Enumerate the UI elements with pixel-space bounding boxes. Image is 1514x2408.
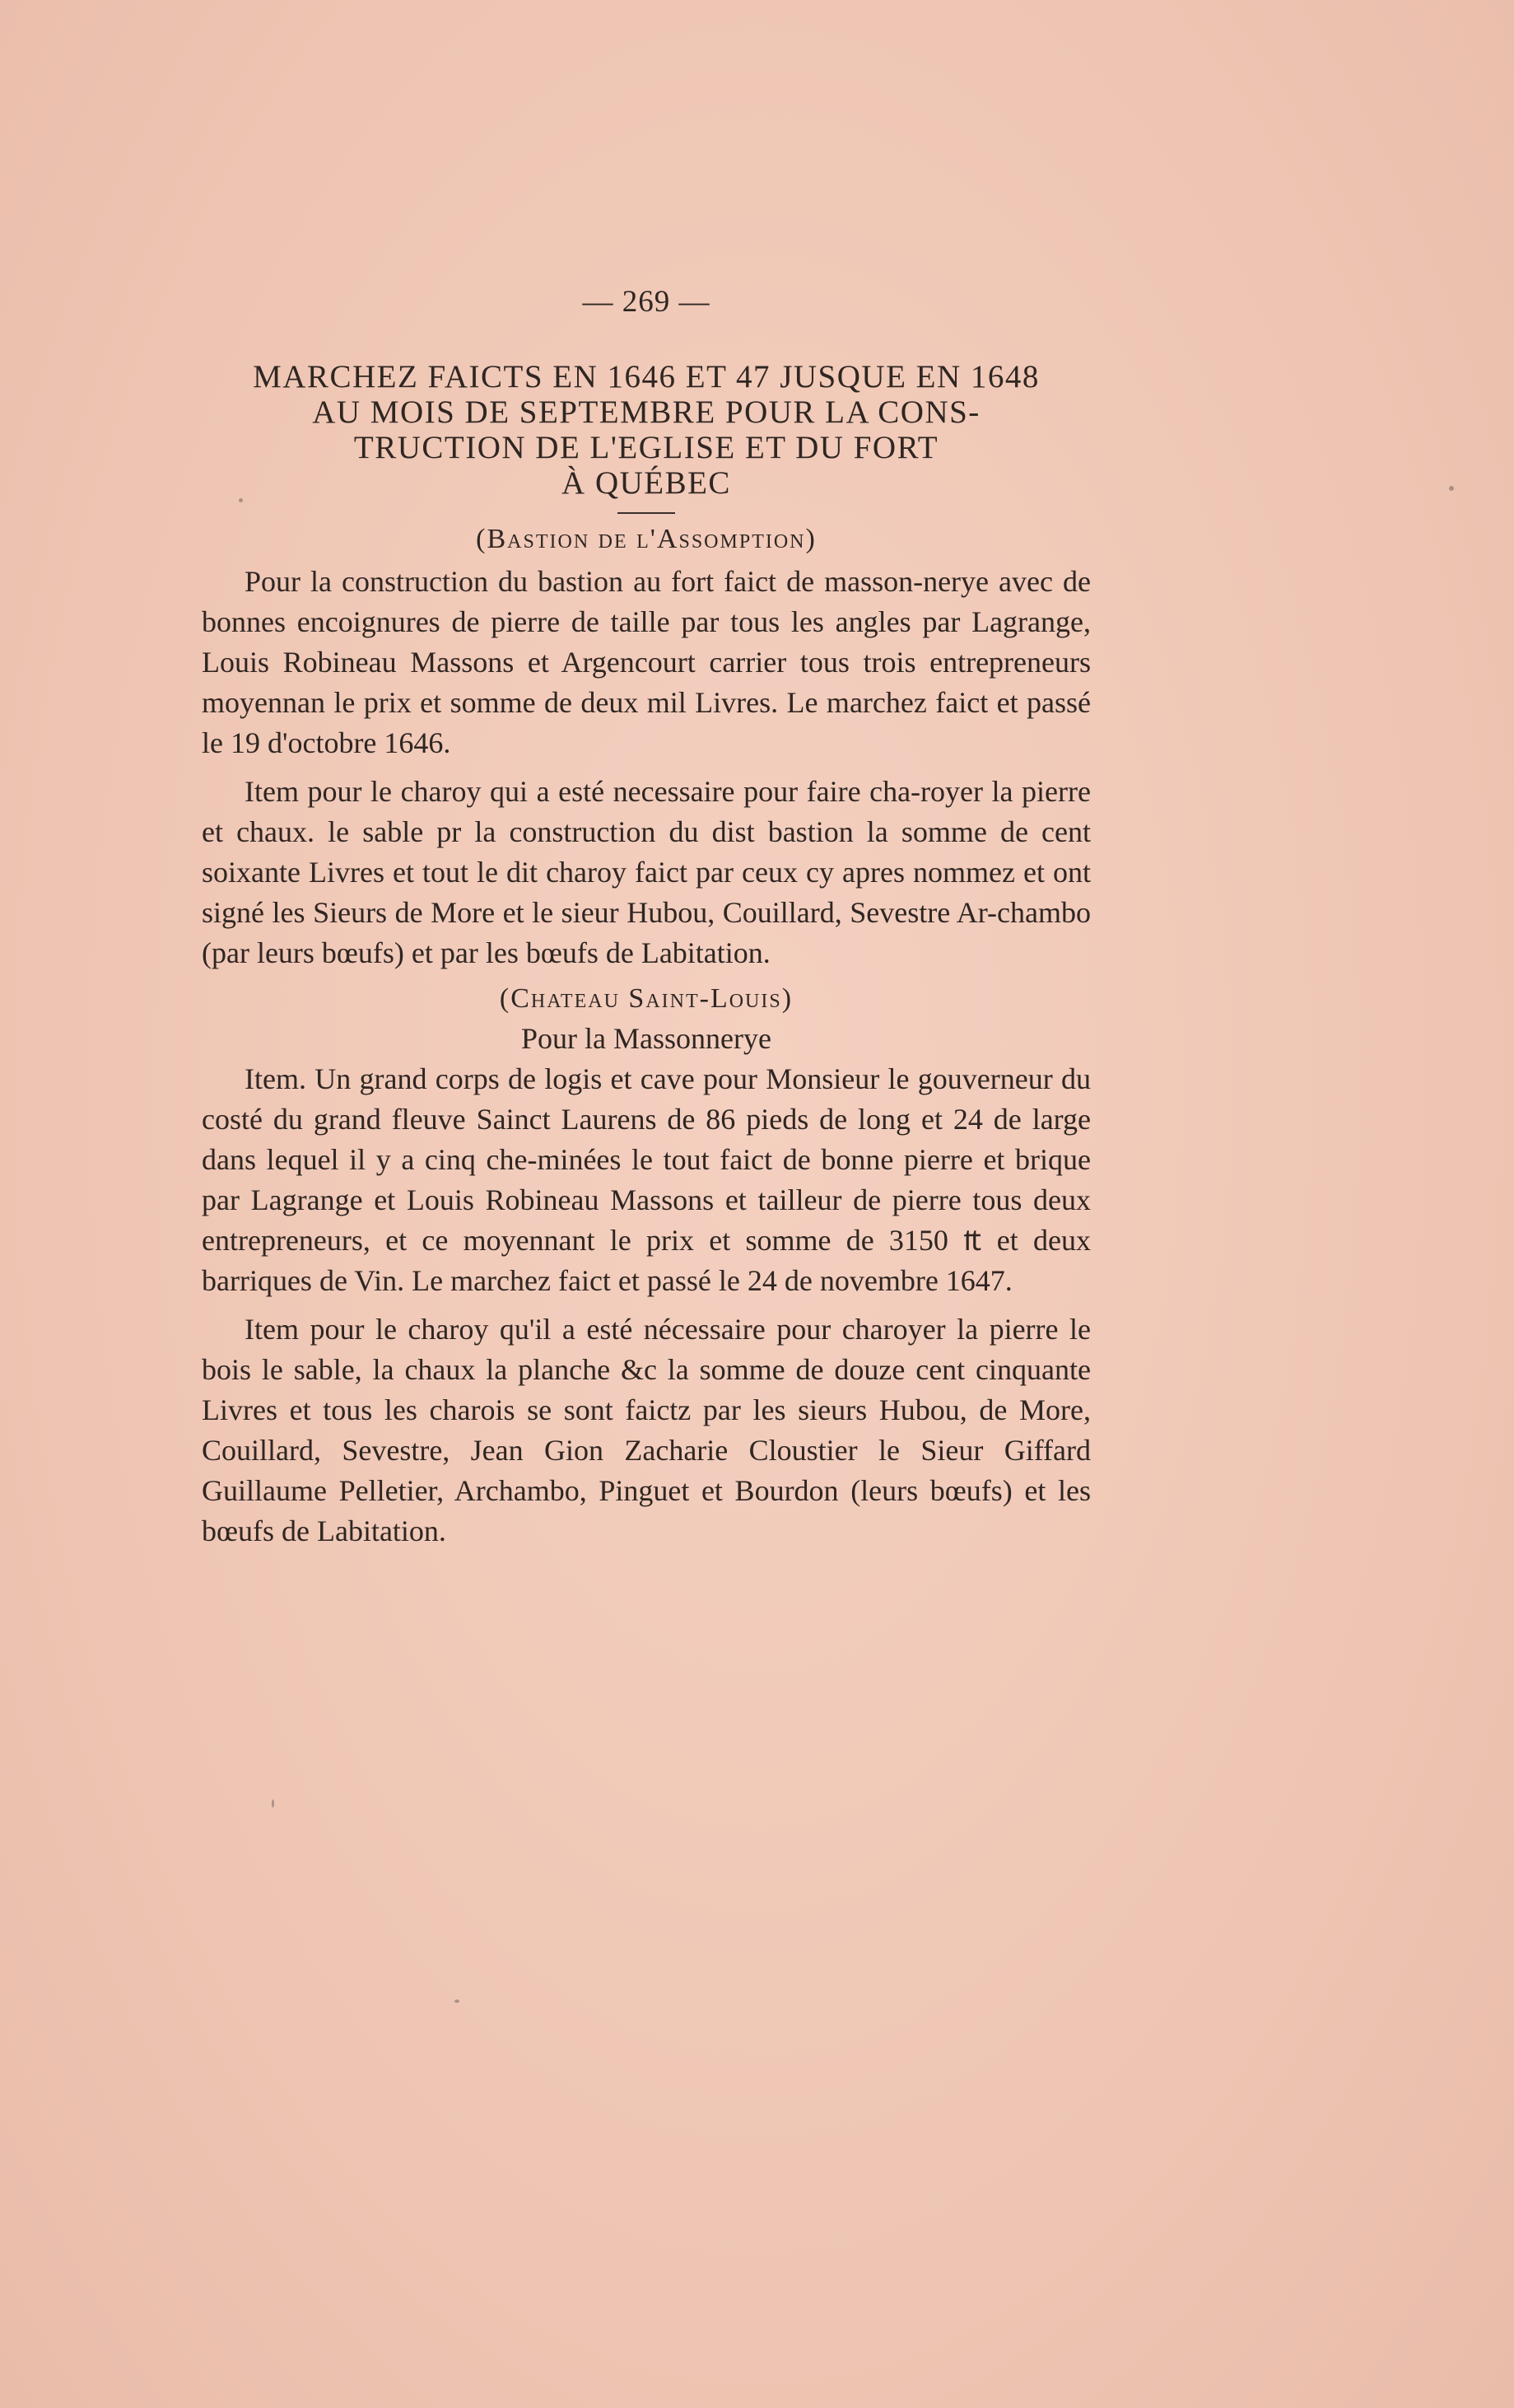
- document-title: [202, 359, 1091, 501]
- paper-speck: [454, 2000, 459, 2003]
- title-line: AU MOIS DE SEPTEMBRE POUR LA CONS-: [312, 394, 981, 430]
- title-rule: [617, 512, 675, 514]
- paragraph-bastion-construction: Pour la construction du bastion au fort faict de masson-nerye avec de bonnes encoignures de pierre de taille par tous les angles par Lagrange, Louis Robineau Massons et Argencourt carrier tous trois entrepreneurs moyennan le prix et somme de deux mil Livres. Le marchez faict et passé le 19 d'octobre 1646.: [202, 565, 1091, 759]
- page-number: — 269 —: [582, 285, 710, 319]
- sub-heading-massonnerye: Pour la Massonnerye: [521, 1022, 771, 1055]
- paper-speck: [1449, 486, 1454, 491]
- text-column: [202, 284, 1091, 1552]
- paragraph-chateau-charoy: Item pour le charoy qu'il a esté nécessaire pour charoyer la pierre le bois le sable, la chaux la planche &c la somme de douze cent cinquante Livres et tous les charois se sont faictz par les sieurs Hubou, de More, Couillard, Sevestre, Jean Gion Zacharie Cloustier le Sieur Giffard Guillaume Pelletier, Archambo, Pinguet et Bourdon (leurs bœufs) et les bœufs de Labitation.: [202, 1313, 1091, 1547]
- paper-speck: [272, 1799, 274, 1808]
- paragraph-bastion-charoy: Item pour le charoy qui a esté necessaire pour faire cha-royer la pierre et chaux. le sable pr la construction du dist bastion la somme de cent soixante Livres et tout le dit charoy faict par ceux cy apres nommez et ont signé les Sieurs de More et le sieur Hubou, Couillard, Sevestre Ar-chambo (par leurs bœufs) et par les bœufs de Labitation.: [202, 775, 1091, 969]
- title-line: MARCHEZ FAICTS EN 1646 ET 47 JUSQUE EN 1648: [253, 359, 1040, 394]
- paragraph-chateau-logis: Item. Un grand corps de logis et cave pour Monsieur le gouverneur du costé du grand fleuve Sainct Laurens de 86 pieds de long et 24 de large dans lequel il y a cinq che-minées le tout faict de bonne pierre et brique par Lagrange et Louis Robineau Massons et tailleur de pierre tous deux entrepreneurs, et ce moyennant le prix et somme de 3150 ₶ et deux barriques de Vin. Le marchez faict et passé le 24 de novembre 1647.: [202, 1062, 1091, 1297]
- section-heading-chateau: (Chateau Saint-Louis): [499, 983, 794, 1014]
- title-line: À QUÉBEC: [561, 465, 731, 501]
- section-heading-bastion: (Bastion de l'Assomption): [476, 524, 817, 554]
- title-line: TRUCTION DE L'EGLISE ET DU FORT: [353, 430, 939, 465]
